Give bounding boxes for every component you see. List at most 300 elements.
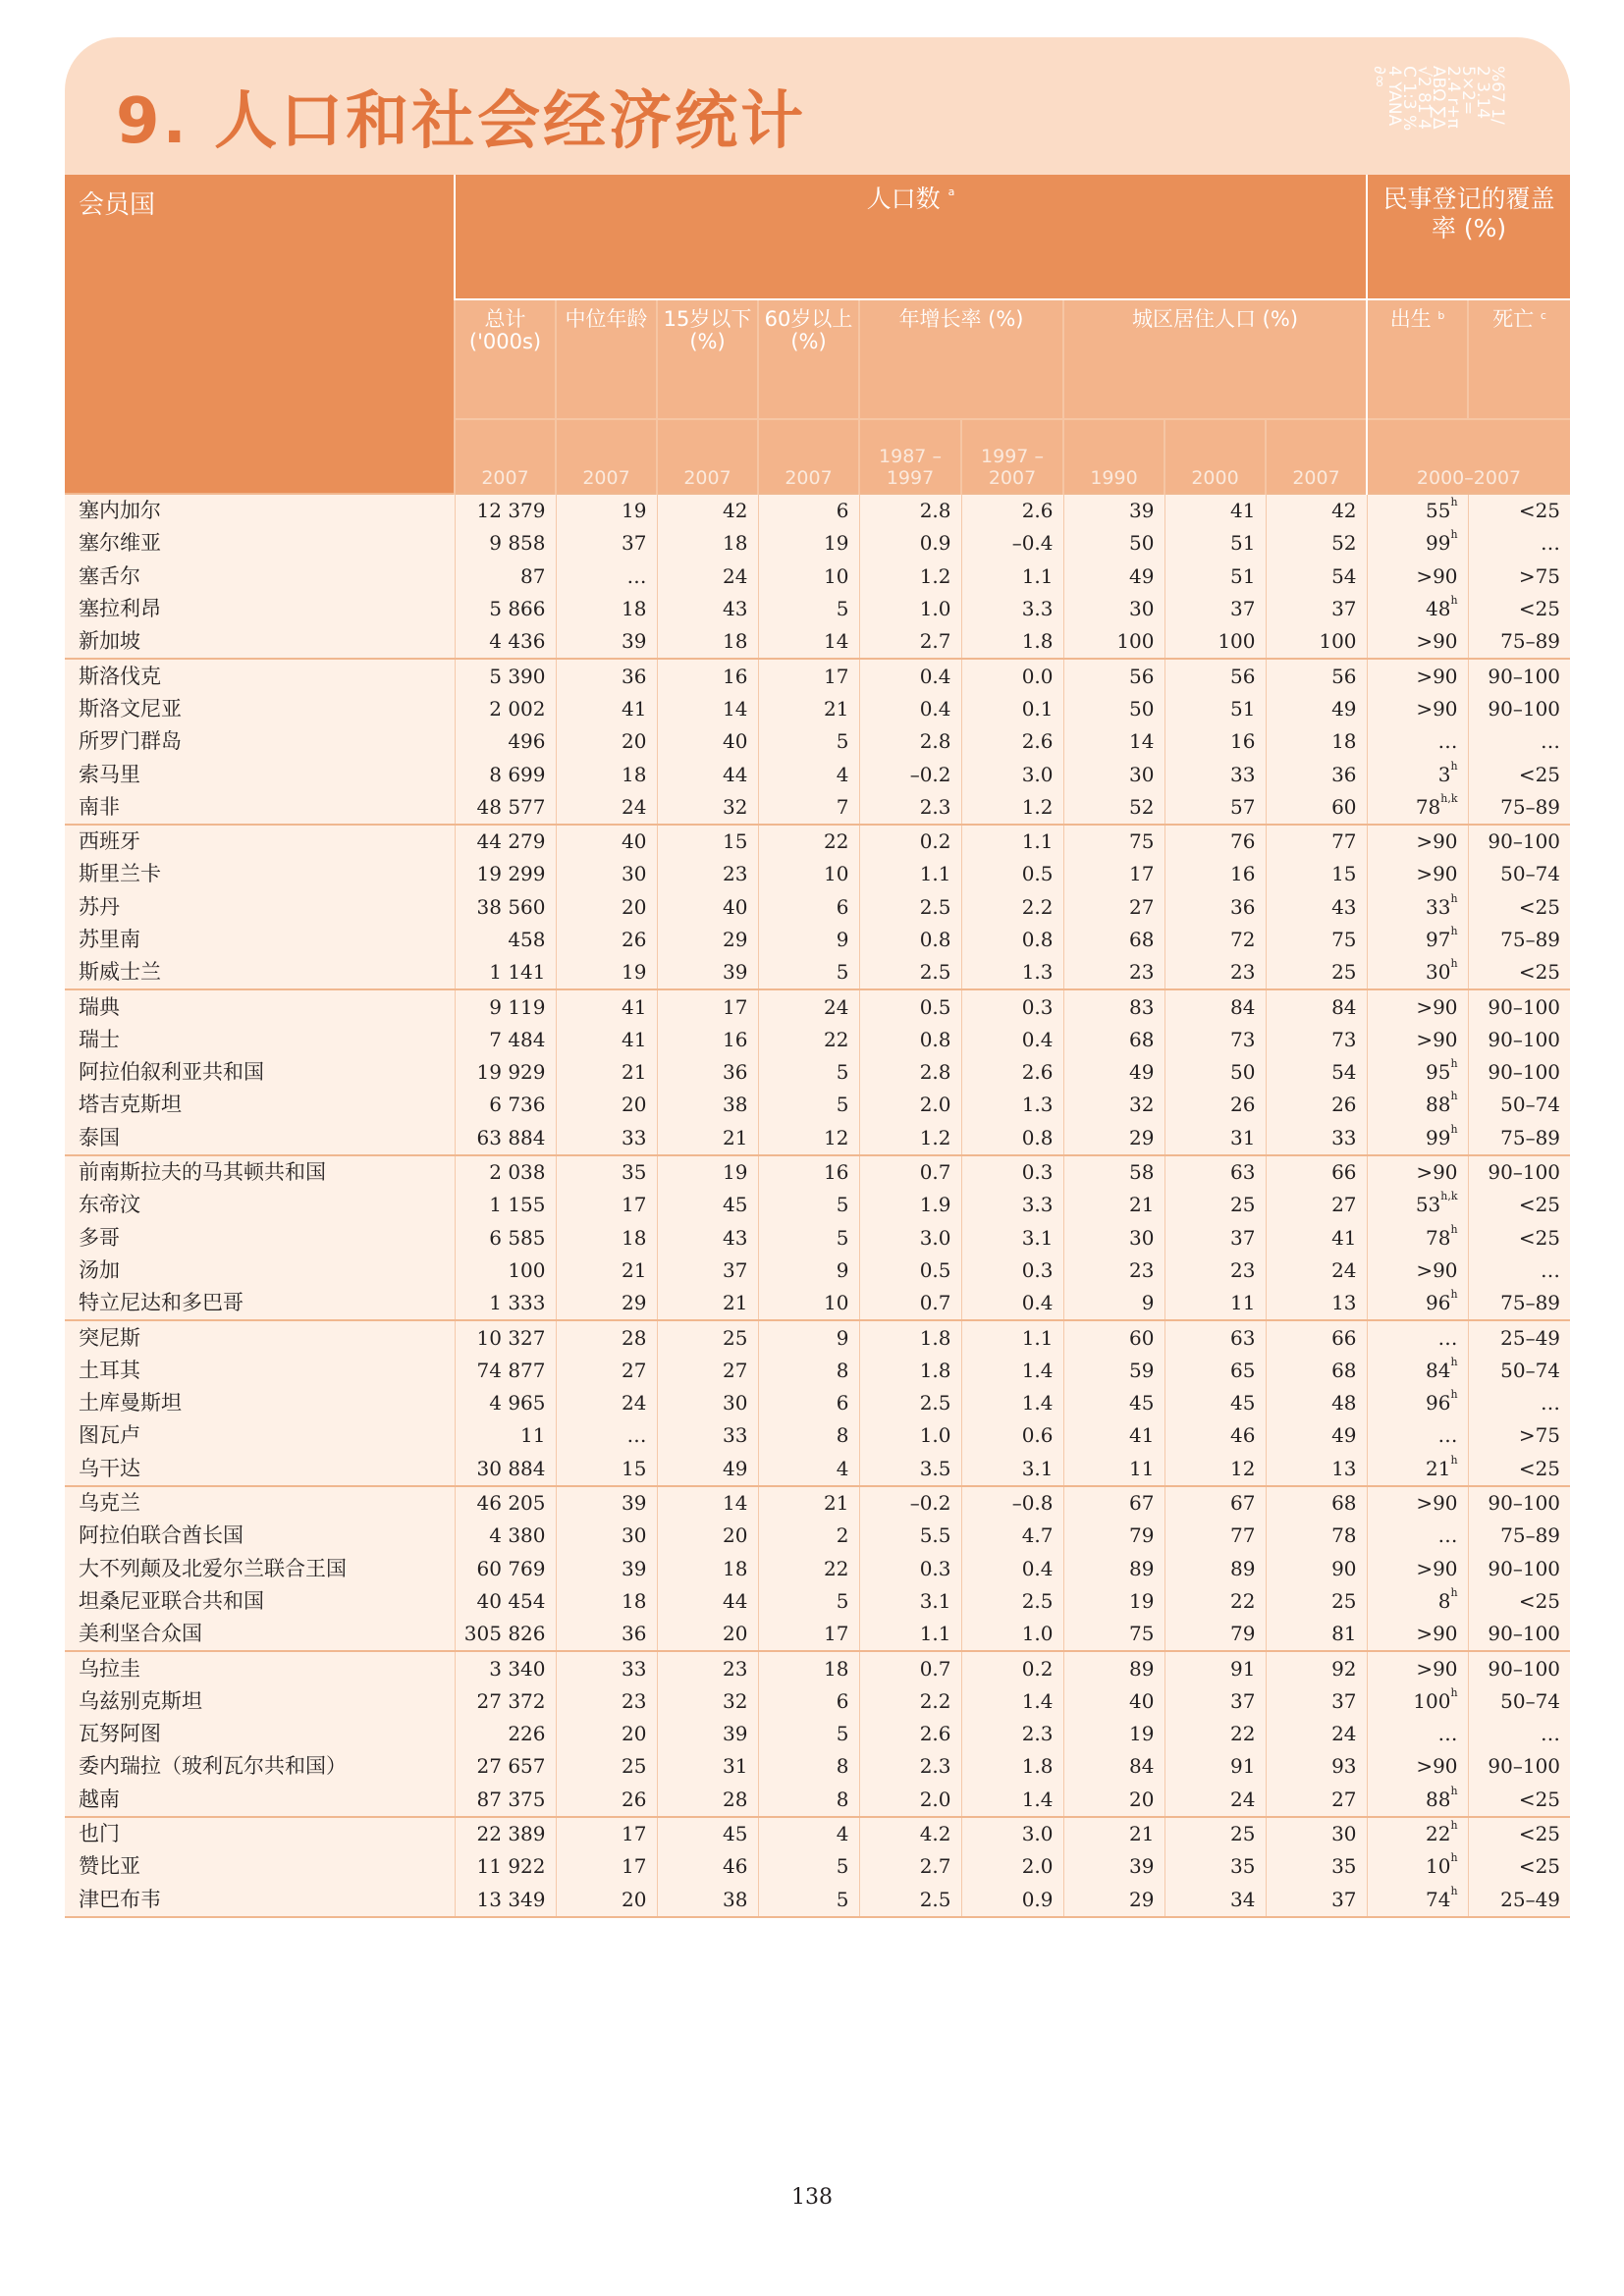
civil-registration-header: 民事登记的覆盖率 (%) (1367, 175, 1570, 299)
country-name: 乌兹别克斯坦 (79, 1688, 202, 1713)
country-name: 也门 (65, 1817, 455, 1850)
cell-u15: 21 (657, 1122, 758, 1155)
country-name: 苏丹 (79, 894, 120, 919)
country-name: 美利坚合众国 (79, 1622, 202, 1646)
country-name: 斯洛伐克 (65, 659, 455, 692)
cell-u2007: 25 (1266, 1585, 1367, 1618)
cell-u15: 39 (657, 1718, 758, 1750)
cell-total: 4 965 (455, 1387, 556, 1419)
cell-birth: 95$^h$ (1367, 1056, 1468, 1089)
cell-death: 90–100 (1468, 1056, 1570, 1089)
cell-death: <25 (1468, 1453, 1570, 1486)
cell-total: 1 155 (455, 1189, 556, 1221)
cell-g2: 4.7 (961, 1520, 1063, 1552)
cell-death: … (1468, 527, 1570, 560)
cell-g1: 2.5 (859, 891, 961, 924)
section-banner (65, 37, 1570, 175)
cell-death: <25 (1468, 891, 1570, 924)
cell-u1990: 67 (1063, 1486, 1164, 1520)
cell-total: 48 577 (455, 791, 556, 825)
cell-o60: 9 (758, 1320, 859, 1354)
cell-u15: 33 (657, 1419, 758, 1452)
cell-u1990: 32 (1063, 1089, 1164, 1121)
cell-u15: 16 (657, 1024, 758, 1056)
table-row (65, 1122, 1570, 1155)
year-growth-2: 1997 –2007 (961, 419, 1063, 494)
country-name: 委内瑞拉（玻利瓦尔共和国） (79, 1754, 347, 1779)
country-name: 苏里南 (79, 928, 140, 951)
cell-death: <25 (1468, 1189, 1570, 1221)
cell-u1990: 50 (1063, 693, 1164, 725)
table-row (65, 1089, 1570, 1121)
col-growth-rate: 年增长率 (%) (859, 299, 1063, 419)
cell-death: 90–100 (1468, 693, 1570, 725)
cell-g2: 0.4 (961, 1024, 1063, 1056)
population-header: 人口数 $^a$ (455, 175, 1367, 299)
cell-u2000: 84 (1164, 989, 1266, 1023)
cell-birth: 53$^{h,k}$ (1367, 1189, 1468, 1221)
cell-median: 21 (556, 1255, 657, 1287)
cell-g2: 3.3 (961, 593, 1063, 625)
cell-g2: 1.2 (961, 791, 1063, 825)
cell-birth: >90 (1367, 1651, 1468, 1684)
cell-u2007: 54 (1266, 1056, 1367, 1089)
cell-u15: 37 (657, 1255, 758, 1287)
cell-death: 50–74 (1468, 1355, 1570, 1387)
cell-median: 21 (556, 1056, 657, 1089)
country-name: 斯里兰卡 (79, 862, 161, 886)
country-name: 瑞士 (79, 1027, 120, 1051)
cell-u2007: 49 (1266, 1419, 1367, 1452)
cell-total: 226 (455, 1718, 556, 1750)
cell-g2: –0.8 (961, 1486, 1063, 1520)
cell-u15: 38 (657, 1883, 758, 1916)
cell-u2000: 51 (1164, 693, 1266, 725)
cell-death: … (1468, 1718, 1570, 1750)
col-urban-population: 城区居住人口 (%) (1063, 299, 1367, 419)
cell-u2000: 36 (1164, 891, 1266, 924)
cell-birth: … (1367, 1320, 1468, 1354)
cell-u2007: 68 (1266, 1486, 1367, 1520)
cell-birth: 33$^h$ (1367, 891, 1468, 924)
cell-birth: 88$^h$ (1367, 1089, 1468, 1121)
cell-g1: 0.4 (859, 693, 961, 725)
cell-u2000: 45 (1164, 1387, 1266, 1419)
cell-u2007: 33 (1266, 1122, 1367, 1155)
cell-g2: 0.5 (961, 858, 1063, 890)
cell-g1: 0.8 (859, 1024, 961, 1056)
cell-g1: 2.8 (859, 725, 961, 758)
cell-median: 17 (556, 1817, 657, 1850)
cell-total: 2 002 (455, 693, 556, 725)
cell-g1: 3.0 (859, 1222, 961, 1255)
cell-u2000: 31 (1164, 1122, 1266, 1155)
section-title: 9. 人口和社会经济统计 (116, 85, 807, 158)
cell-birth: 78$^h$ (1367, 1222, 1468, 1255)
cell-u1990: 9 (1063, 1287, 1164, 1320)
cell-o60: 5 (758, 1850, 859, 1883)
cell-g1: 0.7 (859, 1651, 961, 1684)
cell-g2: 0.2 (961, 1651, 1063, 1684)
cell-birth: >90 (1367, 1486, 1468, 1520)
cell-o60: 7 (758, 791, 859, 825)
cell-g2: 0.3 (961, 1255, 1063, 1287)
cell-g1: 2.8 (859, 494, 961, 527)
cell-g1: 5.5 (859, 1520, 961, 1552)
cell-u1990: 41 (1063, 1419, 1164, 1452)
cell-total: 11 (455, 1419, 556, 1452)
cell-u1990: 75 (1063, 825, 1164, 858)
cell-birth: 74$^h$ (1367, 1883, 1468, 1916)
cell-birth: 55$^h$ (1367, 494, 1468, 527)
cell-u2000: 33 (1164, 758, 1266, 790)
col-total: 总计 ('000s) (455, 299, 556, 419)
cell-u2007: 26 (1266, 1089, 1367, 1121)
cell-u15: 45 (657, 1189, 758, 1221)
cell-o60: 6 (758, 1387, 859, 1419)
cell-birth: 21$^h$ (1367, 1453, 1468, 1486)
table-row (65, 1817, 1570, 1850)
table-row (65, 659, 1570, 692)
cell-birth: … (1367, 725, 1468, 758)
cell-median: 36 (556, 659, 657, 692)
country-name: 前南斯拉夫的马其顿共和国 (65, 1155, 455, 1189)
cell-g2: 2.0 (961, 1850, 1063, 1883)
cell-g1: 1.2 (859, 561, 961, 593)
cell-death: 90–100 (1468, 825, 1570, 858)
cell-death: 25–49 (1468, 1320, 1570, 1354)
cell-total: 60 769 (455, 1553, 556, 1585)
cell-total: 9 119 (455, 989, 556, 1023)
table-row (65, 1718, 1570, 1750)
cell-u2000: 35 (1164, 1850, 1266, 1883)
cell-g1: –0.2 (859, 1486, 961, 1520)
cell-g1: 1.8 (859, 1355, 961, 1387)
country-name: 多哥 (79, 1225, 120, 1250)
table-row (65, 1850, 1570, 1883)
col-over-60: 60岁以上 (%) (758, 299, 859, 419)
table-row (65, 1883, 1570, 1916)
cell-g2: 1.4 (961, 1685, 1063, 1718)
cell-birth: 96$^h$ (1367, 1287, 1468, 1320)
cell-g1: 0.4 (859, 659, 961, 692)
cell-birth: 99$^h$ (1367, 1122, 1468, 1155)
cell-birth: 30$^h$ (1367, 956, 1468, 989)
cell-o60: 6 (758, 1685, 859, 1718)
cell-birth: 96$^h$ (1367, 1387, 1468, 1419)
cell-death: 90–100 (1468, 1155, 1570, 1189)
cell-u15: 23 (657, 858, 758, 890)
cell-o60: 5 (758, 593, 859, 625)
cell-total: 87 (455, 561, 556, 593)
cell-median: 26 (556, 924, 657, 956)
cell-o60: 4 (758, 1453, 859, 1486)
cell-median: 15 (556, 1453, 657, 1486)
cell-death: <25 (1468, 593, 1570, 625)
country-name: 特立尼达和多巴哥 (79, 1291, 244, 1315)
cell-u2007: 77 (1266, 825, 1367, 858)
cell-u1990: 19 (1063, 1718, 1164, 1750)
cell-u15: 31 (657, 1750, 758, 1783)
country-name: 阿拉伯叙利亚共和国 (79, 1060, 264, 1085)
cell-median: 23 (556, 1685, 657, 1718)
cell-u2000: 57 (1164, 791, 1266, 825)
cell-total: 5 390 (455, 659, 556, 692)
page-number: 138 (791, 2185, 833, 2210)
cell-total: 40 454 (455, 1585, 556, 1618)
cell-u2000: 100 (1164, 625, 1266, 659)
cell-g1: 3.5 (859, 1453, 961, 1486)
cell-u1990: 59 (1063, 1355, 1164, 1387)
cell-u15: 14 (657, 693, 758, 725)
cell-death: 90–100 (1468, 1651, 1570, 1684)
cell-o60: 21 (758, 1486, 859, 1520)
cell-o60: 22 (758, 825, 859, 858)
cell-median: 28 (556, 1320, 657, 1354)
cell-death: … (1468, 1255, 1570, 1287)
cell-o60: 10 (758, 1287, 859, 1320)
cell-death: <25 (1468, 1222, 1570, 1255)
cell-u2007: 41 (1266, 1222, 1367, 1255)
cell-total: 11 922 (455, 1850, 556, 1883)
cell-death: 25–49 (1468, 1883, 1570, 1916)
cell-total: 44 279 (455, 825, 556, 858)
cell-median: 41 (556, 693, 657, 725)
cell-g2: 3.0 (961, 758, 1063, 790)
table-row (65, 1453, 1570, 1486)
cell-o60: 6 (758, 494, 859, 527)
cell-birth: 84$^h$ (1367, 1355, 1468, 1387)
cell-o60: 8 (758, 1750, 859, 1783)
cell-u1990: 11 (1063, 1453, 1164, 1486)
country-name: 斯威士兰 (79, 960, 161, 985)
cell-u15: 19 (657, 1155, 758, 1189)
cell-g1: 2.2 (859, 1685, 961, 1718)
cell-total: 12 379 (455, 494, 556, 527)
cell-u2000: 12 (1164, 1453, 1266, 1486)
cell-u15: 25 (657, 1320, 758, 1354)
cell-total: 6 585 (455, 1222, 556, 1255)
cell-u15: 30 (657, 1387, 758, 1419)
cell-u2000: 34 (1164, 1883, 1266, 1916)
cell-u2000: 22 (1164, 1718, 1266, 1750)
year-over60: 2007 (758, 419, 859, 494)
cell-g2: 3.3 (961, 1189, 1063, 1221)
cell-g2: 0.4 (961, 1553, 1063, 1585)
cell-g2: 0.6 (961, 1419, 1063, 1452)
population-table (65, 175, 1570, 1918)
cell-g1: 1.1 (859, 1618, 961, 1651)
cell-g2: 1.8 (961, 625, 1063, 659)
cell-median: 33 (556, 1651, 657, 1684)
cell-o60: 5 (758, 1585, 859, 1618)
country-name: 大不列颠及北爱尔兰联合王国 (79, 1556, 347, 1580)
cell-total: 305 826 (455, 1618, 556, 1651)
cell-median: 18 (556, 1222, 657, 1255)
cell-u1990: 79 (1063, 1520, 1164, 1552)
table-row (65, 956, 1570, 989)
cell-u2007: 49 (1266, 693, 1367, 725)
year-total: 2007 (455, 419, 556, 494)
cell-median: … (556, 1419, 657, 1452)
cell-death: <25 (1468, 1850, 1570, 1883)
cell-u1990: 39 (1063, 1850, 1164, 1883)
cell-u2000: 26 (1164, 1089, 1266, 1121)
cell-o60: 6 (758, 891, 859, 924)
cell-o60: 22 (758, 1553, 859, 1585)
country-name: 东帝汶 (79, 1193, 140, 1217)
cell-u2000: 56 (1164, 659, 1266, 692)
year-civil: 2000–2007 (1367, 419, 1570, 494)
cell-g2: 2.5 (961, 1585, 1063, 1618)
cell-u15: 21 (657, 1287, 758, 1320)
cell-median: 24 (556, 1387, 657, 1419)
table-row (65, 1685, 1570, 1718)
cell-u2007: 42 (1266, 494, 1367, 527)
cell-u15: 32 (657, 791, 758, 825)
cell-u2007: 37 (1266, 1883, 1367, 1916)
cell-total: 63 884 (455, 1122, 556, 1155)
cell-u1990: 23 (1063, 956, 1164, 989)
cell-o60: 5 (758, 1189, 859, 1221)
table-row (65, 1387, 1570, 1419)
cell-death: >75 (1468, 561, 1570, 593)
table-row (65, 527, 1570, 560)
cell-u2007: 35 (1266, 1850, 1367, 1883)
cell-u15: 20 (657, 1520, 758, 1552)
cell-u1990: 29 (1063, 1883, 1164, 1916)
cell-g1: 2.5 (859, 1387, 961, 1419)
cell-u1990: 52 (1063, 791, 1164, 825)
cell-median: 19 (556, 956, 657, 989)
cell-u2000: 50 (1164, 1056, 1266, 1089)
cell-o60: 12 (758, 1122, 859, 1155)
cell-death: 90–100 (1468, 1553, 1570, 1585)
cell-median: 35 (556, 1155, 657, 1189)
cell-death: 50–74 (1468, 1089, 1570, 1121)
cell-u15: 36 (657, 1056, 758, 1089)
country-name: 土库曼斯坦 (79, 1391, 182, 1415)
table-row (65, 858, 1570, 890)
year-median: 2007 (556, 419, 657, 494)
cell-u1990: 60 (1063, 1320, 1164, 1354)
cell-birth: >90 (1367, 659, 1468, 692)
country-name: 瑞典 (65, 989, 455, 1023)
col-death: 死亡 $^c$ (1468, 299, 1570, 419)
cell-g2: 0.0 (961, 659, 1063, 692)
cell-o60: 5 (758, 1089, 859, 1121)
table-row (65, 924, 1570, 956)
cell-median: 20 (556, 1089, 657, 1121)
cell-g1: 0.7 (859, 1155, 961, 1189)
cell-u15: 44 (657, 1585, 758, 1618)
cell-u1990: 68 (1063, 1024, 1164, 1056)
table-row (65, 989, 1570, 1023)
cell-death: <25 (1468, 956, 1570, 989)
cell-o60: 17 (758, 1618, 859, 1651)
cell-total: 27 657 (455, 1750, 556, 1783)
cell-o60: 5 (758, 1056, 859, 1089)
country-name: 塔吉克斯坦 (79, 1093, 182, 1117)
cell-u2007: 100 (1266, 625, 1367, 659)
cell-g1: –0.2 (859, 758, 961, 790)
cell-median: 36 (556, 1618, 657, 1651)
cell-g1: 2.3 (859, 791, 961, 825)
cell-g2: 0.3 (961, 1155, 1063, 1189)
cell-median: 41 (556, 989, 657, 1023)
cell-g2: 2.3 (961, 1718, 1063, 1750)
cell-o60: 18 (758, 1651, 859, 1684)
cell-u2000: 63 (1164, 1155, 1266, 1189)
cell-o60: 2 (758, 1520, 859, 1552)
country-name: 越南 (79, 1787, 120, 1811)
cell-o60: 22 (758, 1024, 859, 1056)
cell-g2: 2.6 (961, 494, 1063, 527)
cell-u1990: 89 (1063, 1651, 1164, 1684)
year-urban-1990: 1990 (1063, 419, 1164, 494)
cell-u1990: 17 (1063, 858, 1164, 890)
table-row (65, 891, 1570, 924)
cell-median: 24 (556, 791, 657, 825)
table-row (65, 758, 1570, 790)
cell-total: 46 205 (455, 1486, 556, 1520)
cell-u2007: 66 (1266, 1155, 1367, 1189)
cell-u2007: 93 (1266, 1750, 1367, 1783)
cell-u1990: 100 (1063, 625, 1164, 659)
table-row (65, 1255, 1570, 1287)
cell-g1: 2.7 (859, 1850, 961, 1883)
cell-u2007: 54 (1266, 561, 1367, 593)
country-name: 塞内加尔 (65, 494, 455, 527)
cell-u2000: 89 (1164, 1553, 1266, 1585)
cell-u2007: 84 (1266, 989, 1367, 1023)
cell-death: 90–100 (1468, 1486, 1570, 1520)
cell-u15: 29 (657, 924, 758, 956)
cell-u2000: 72 (1164, 924, 1266, 956)
cell-g1: 1.1 (859, 858, 961, 890)
cell-birth: >90 (1367, 1255, 1468, 1287)
cell-birth: 97$^h$ (1367, 924, 1468, 956)
cell-g2: 1.3 (961, 956, 1063, 989)
cell-u1990: 30 (1063, 1222, 1164, 1255)
cell-median: 25 (556, 1750, 657, 1783)
cell-birth: >90 (1367, 1155, 1468, 1189)
cell-u2007: 68 (1266, 1355, 1367, 1387)
cell-birth: >90 (1367, 1618, 1468, 1651)
cell-g1: 2.8 (859, 1056, 961, 1089)
cell-total: 496 (455, 725, 556, 758)
cell-u2007: 13 (1266, 1287, 1367, 1320)
cell-birth: 48$^h$ (1367, 593, 1468, 625)
cell-o60: 24 (758, 989, 859, 1023)
cell-total: 74 877 (455, 1355, 556, 1387)
country-name: 斯洛文尼亚 (79, 696, 182, 721)
table-row (65, 494, 1570, 527)
table-row (65, 1651, 1570, 1684)
cell-g1: 1.0 (859, 1419, 961, 1452)
cell-o60: 16 (758, 1155, 859, 1189)
cell-u2007: 92 (1266, 1651, 1367, 1684)
cell-birth: 3$^h$ (1367, 758, 1468, 790)
cell-median: 18 (556, 1585, 657, 1618)
table-row (65, 1784, 1570, 1817)
cell-u2000: 79 (1164, 1618, 1266, 1651)
table-row (65, 1520, 1570, 1552)
country-name: 图瓦卢 (79, 1423, 140, 1448)
cell-o60: 5 (758, 725, 859, 758)
cell-g2: 0.1 (961, 693, 1063, 725)
cell-total: 10 327 (455, 1320, 556, 1354)
